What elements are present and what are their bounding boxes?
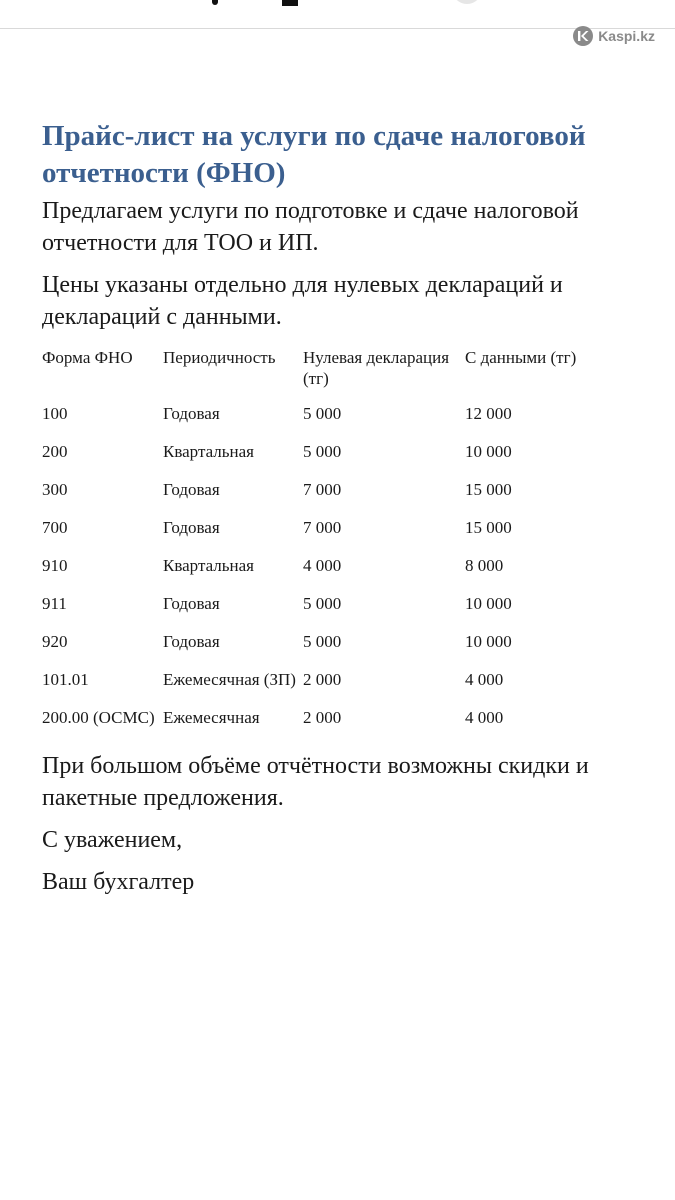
form-cell: 920: [42, 632, 68, 651]
top-bar: [0, 0, 675, 29]
zero-price-cell: 7 000: [303, 480, 342, 499]
data-price-cell: 12 000: [465, 404, 512, 423]
status-bar-fragment: [452, 0, 482, 4]
price-note-paragraph: Цены указаны отдельно для нулевых деклараций и деклараций с данными.: [42, 272, 563, 330]
data-price-cell: 8 000: [465, 556, 504, 575]
kaspi-watermark: [573, 26, 655, 46]
data-price-cell: 10 000: [465, 442, 512, 461]
form-cell: 101.01: [42, 670, 89, 689]
zero-price-cell: 5 000: [303, 404, 342, 423]
table-row: [42, 546, 625, 584]
discount-paragraph: При большом объёме отчётности возможны скидки и пакетные предложения.: [42, 753, 589, 811]
intro-paragraph: Предлагаем услуги по подготовке и сдаче налоговой отчетности для ТОО и ИП.: [42, 198, 579, 256]
periodicity-cell: Ежемесячная (ЗП): [163, 670, 296, 689]
price-table: [42, 345, 625, 736]
periodicity-cell: Годовая: [163, 518, 220, 537]
table-row: [42, 432, 625, 470]
periodicity-cell: Годовая: [163, 594, 220, 613]
form-cell: 700: [42, 518, 68, 537]
form-cell: 911: [42, 594, 67, 613]
form-cell: 100: [42, 404, 68, 423]
periodicity-cell: Ежемесячная: [163, 708, 260, 727]
form-cell: 200.00 (ОСМС): [42, 708, 155, 727]
data-price-cell: 4 000: [465, 670, 504, 689]
column-header-periodicity: Периодичность: [163, 348, 276, 367]
column-header-form: Форма ФНО: [42, 348, 133, 367]
form-cell: 910: [42, 556, 68, 575]
zero-price-cell: 5 000: [303, 594, 342, 613]
zero-price-cell: 5 000: [303, 442, 342, 461]
zero-price-cell: 7 000: [303, 518, 342, 537]
periodicity-cell: Годовая: [163, 480, 220, 499]
periodicity-cell: Квартальная: [163, 442, 254, 461]
periodicity-cell: Годовая: [163, 404, 220, 423]
column-header-zero-declaration: Нулевая декларация (тг): [303, 348, 450, 388]
form-cell: 300: [42, 480, 68, 499]
periodicity-cell: Годовая: [163, 632, 220, 651]
table-row: [42, 394, 625, 432]
data-price-cell: 15 000: [465, 518, 512, 537]
zero-price-cell: 4 000: [303, 556, 342, 575]
status-bar-fragment: [282, 0, 298, 6]
data-price-cell: 10 000: [465, 594, 512, 613]
watermark-text: Kaspi.kz: [598, 28, 655, 44]
table-row: [42, 470, 625, 508]
table-row: [42, 508, 625, 546]
status-bar-fragment: [212, 0, 218, 5]
data-price-cell: 10 000: [465, 632, 512, 651]
table-row: [42, 584, 625, 622]
table-row: [42, 660, 625, 698]
column-header-with-data: С данными (тг): [465, 348, 577, 367]
form-cell: 200: [42, 442, 68, 461]
document-title: Прайс-лист на услуги по сдаче налоговой отчетности (ФНО): [42, 120, 586, 189]
data-price-cell: 15 000: [465, 480, 512, 499]
document-body: [42, 118, 657, 898]
zero-price-cell: 2 000: [303, 708, 342, 727]
table-row: [42, 622, 625, 660]
periodicity-cell: Квартальная: [163, 556, 254, 575]
closing-line: С уважением,: [42, 827, 183, 853]
zero-price-cell: 2 000: [303, 670, 342, 689]
table-header-row: [42, 345, 625, 394]
zero-price-cell: 5 000: [303, 632, 342, 651]
signature-line: Ваш бухгалтер: [42, 869, 195, 895]
table-row: [42, 698, 625, 736]
data-price-cell: 4 000: [465, 708, 504, 727]
kaspi-logo-icon: [573, 26, 593, 46]
